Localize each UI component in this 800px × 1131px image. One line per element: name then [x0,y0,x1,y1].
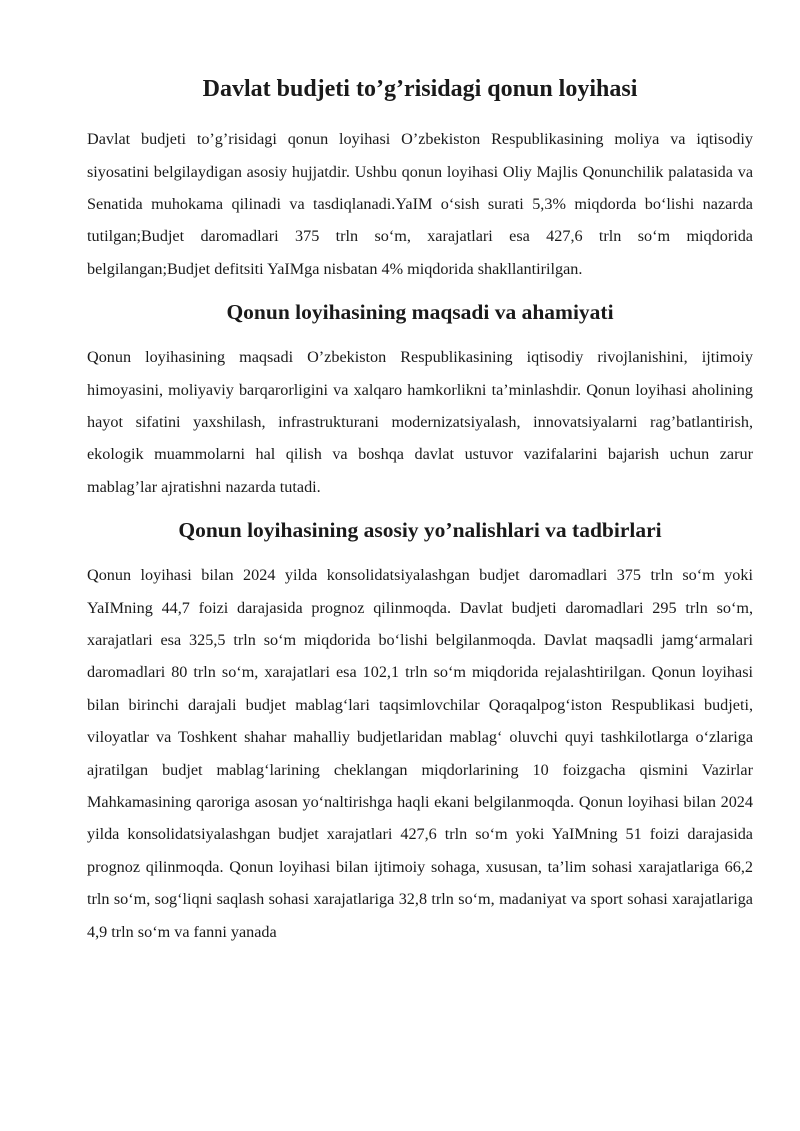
section-body-directions: Qonun loyihasi bilan 2024 yilda konsolidatsiyalashgan budjet daromadlari 375 trln so‘m yoki YaIMning 44,7 foizi darajasida prognoz qilinmoqda. Davlat budjeti daromadlari 295 trln so‘m, xarajatlari esa 325,5 trln so‘m miqdorida bo‘lishi belgilanmoqda. Davlat maqsadli jamg‘armalari daromadlari 80 trln so‘m, xarajatlari esa 102,1 trln so‘m miqdorida rejalashtirilgan. Qonun loyihasi bilan birinchi darajali budjet mablag‘lari taqsimlovchilar Qoraqalpog‘iston Respublikasi budjeti, viloyatlar va Toshkent shahar mahalliy budjetlaridan mablag‘ oluvchi quyi tashkilotlarga o‘zlariga ajratilgan budjet mablag‘larining cheklangan miqdorlarining 10 foizgacha qismini Vazirlar Mahkamasining qaroriga asosan yo‘naltirishga haqli ekani belgilanmoqda. Qonun loyihasi bilan 2024 yilda konsolidatsiyalashgan budjet xarajatlari 427,6 trln so‘m yoki YaIMning 51 foizi darajasida prognoz qilinmoqda. Qonun loyihasi bilan ijtimoiy sohaga, xususan, ta’lim sohasi xarajatlariga 66,2 trln so‘m, sog‘liqni saqlash sohasi xarajatlariga 32,8 trln so‘m, madaniyat va sport sohasi xarajatlariga 4,9 trln so‘m va fanni yanada [87,566,753,941]
section-body-purpose: Qonun loyihasining maqsadi O’zbekiston Respublikasining iqtisodiy rivojlanishini, ijtimoiy himoyasini, moliyaviy barqarorligini va xalqaro hamkorlikni ta’minlashdir. Qonun loyihasi aholining hayot sifatini yaxshilash, infrastrukturani modernizatsiyalash, innovatsiyalarni rag’batlantirish, ekologik muammolarni hal qilish va boshqa davlat ustuvor vazifalarini bajarish uchun zarur mablag’lar ajratishni nazarda tutadi. [87,348,753,496]
section-heading-purpose: Qonun loyihasining maqsadi va ahamiyati [226,300,614,325]
document-page [87,74,753,948]
intro-paragraph: Davlat budjeti to’g’risidagi qonun loyihasi O’zbekiston Respublikasining moliya va iqtisodiy siyosatini belgilaydigan asosiy hujjatdir. Ushbu qonun loyihasi Oliy Majlis Qonunchilik palatasida va Senatida muhokama qilinadi va tasdiqlanadi.YaIM o‘sish surati 5,3% miqdorda bo‘lishi nazarda tutilgan;Budjet daromadlari 375 trln so‘m, xarajatlari esa 427,6 trln so‘m miqdorida belgilangan;Budjet defitsiti YaIMga nisbatan 4% miqdorida shakllantirilgan. [87,130,753,278]
document-title: Davlat budjeti to’g’risidagi qonun loyihasi [202,76,638,102]
section-heading-directions: Qonun loyihasining asosiy yo’nalishlari va tadbirlari [178,518,662,543]
